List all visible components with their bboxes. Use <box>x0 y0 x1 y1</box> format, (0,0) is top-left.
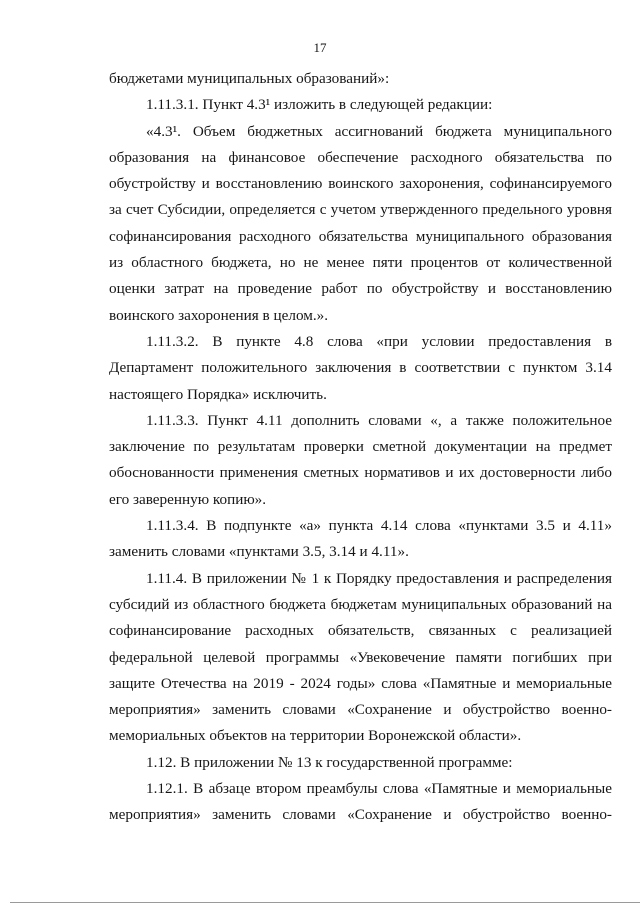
paragraph-1-11-3-2: 1.11.3.2. В пункте 4.8 слова «при условии предоставления в Департамент положительного заключения в соответствии с пунктом 3.14 настоящего Порядка» исключить. <box>109 332 612 403</box>
paragraph-1-12-1-line-1: 1.12.1. В абзаце втором преамбулы слова «Памятные и мемориальные <box>146 780 612 798</box>
paragraph-quoted-4-3: «4.3¹. Объем бюджетных ассигнований бюджета муниципального образования на финансовое обеспечение расходного обязательства по обустройству и восстановлению воинского захоронения, софинансируемого за счет Субсидии, определяется с учетом утвержденного предельного уровня софинансирования расходного обязательства муниципального образования из областного бюджета, но не менее пяти процентов от количественной оценки затрат на проведение работ по обустройству и восстановлению воинского захоронения в целом.». <box>109 122 612 324</box>
paragraph-continuation: бюджетами муниципальных образований»: <box>109 70 390 87</box>
paragraph-1-11-4: 1.11.4. В приложении № 1 к Порядку предоставления и распределения субсидий из областного бюджета бюджетам муниципальных образований на софинансирование расходных обязательств, связанных с реализацией федеральной целевой программы «Увековечение памяти погибших при защите Отечества на 2019 - 2024 годы» слова «Памятные и мемориальные мероприятия» заменить словами «Сохранение и обустройство военно-мемориальных объектов на территории Воронежской области». <box>109 569 612 745</box>
page-number: 17 <box>313 40 327 55</box>
paragraph-1-11-3-4: 1.11.3.4. В подпункте «а» пункта 4.14 слова «пунктами 3.5 и 4.11» заменить словами «пунктами 3.5, 3.14 и 4.11». <box>109 517 612 561</box>
document-body <box>109 66 612 829</box>
paragraph-1-11-3-1: 1.11.3.1. Пункт 4.3¹ изложить в следующей редакции: <box>146 96 493 114</box>
paragraph-1-12: 1.12. В приложении № 13 к государственной программе: <box>146 753 513 771</box>
paragraph-1-11-3-3: 1.11.3.3. Пункт 4.11 дополнить словами «, а также положительное заключение по результатам проверки сметной документации на предмет обоснованности применения сметных нормативов и их достоверности либо его заверенную копию». <box>109 411 612 508</box>
page-bottom-rule <box>10 902 640 903</box>
paragraph-1-12-1-line-2: мероприятия» заменить словами «Сохранение и обустройство военно- <box>109 806 612 824</box>
paragraph-1-12-1 <box>109 776 612 829</box>
